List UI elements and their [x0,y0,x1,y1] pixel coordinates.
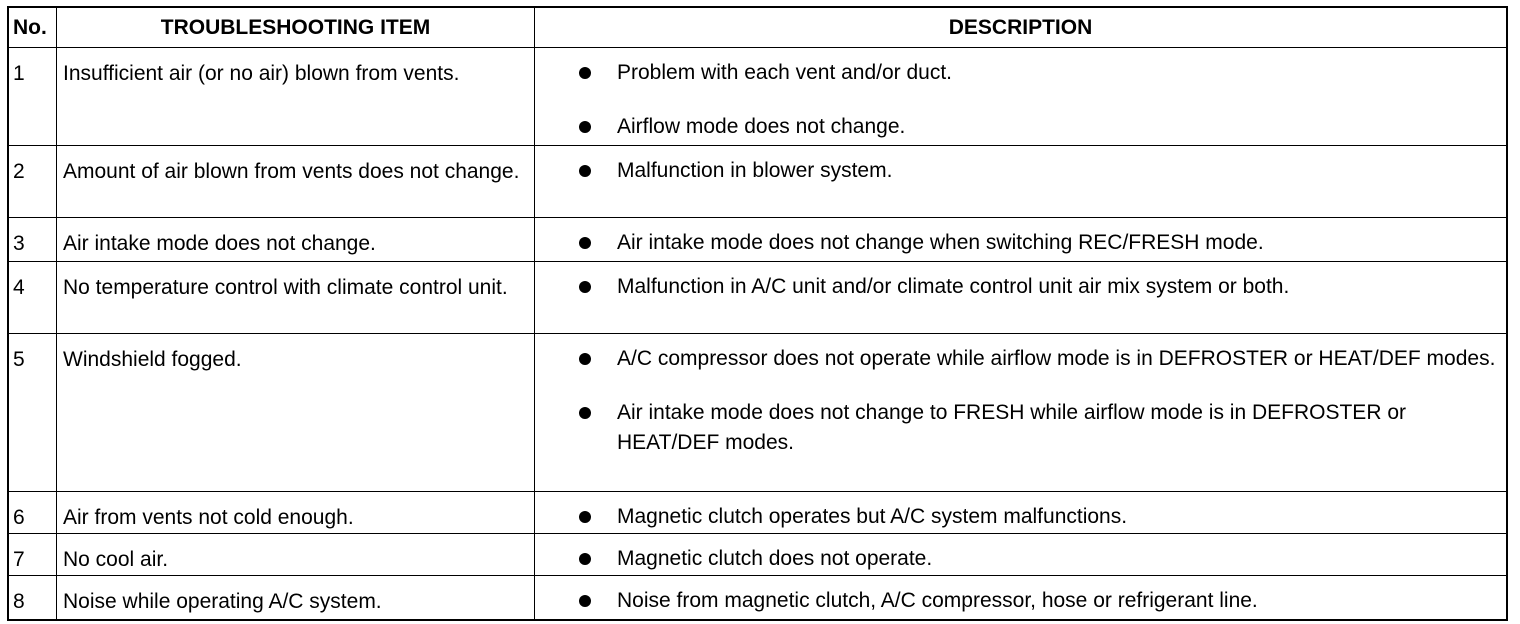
description-text: A/C compressor does not operate while airflow mode is in DEFROSTER or HEAT/DEF modes. [617,347,1496,370]
description-text: Air intake mode does not change to FRESH while airflow mode is in DEFROSTER or HEAT/DEF modes. [617,401,1406,454]
troubleshooting-item: Air from vents not cold enough. [57,492,535,534]
description-cell [535,534,1507,576]
row-number: 1 [9,48,57,146]
description-text: Noise from magnetic clutch, A/C compressor, hose or refrigerant line. [617,589,1258,612]
bullet-icon [579,407,591,419]
troubleshooting-item: Noise while operating A/C system. [57,576,535,620]
row-number: 8 [9,576,57,620]
description-cell [535,48,1507,146]
description-text: Malfunction in A/C unit and/or climate control unit air mix system or both. [617,275,1290,298]
row-number: 4 [9,262,57,334]
description-item [579,344,1500,374]
description-item [579,112,1500,142]
table-row [9,262,1507,334]
row-number: 5 [9,334,57,492]
description-item [579,586,1500,616]
bullet-icon [579,121,591,133]
troubleshooting-item: Windshield fogged. [57,334,535,492]
troubleshooting-item: Insufficient air (or no air) blown from vents. [57,48,535,146]
header-description: DESCRIPTION [535,8,1507,48]
description-item [579,544,1500,574]
description-text: Malfunction in blower system. [617,159,893,182]
table-row [9,218,1507,262]
bullet-icon [579,67,591,79]
description-list [579,586,1500,616]
description-item [579,228,1500,258]
table-row [9,576,1507,620]
table-row [9,492,1507,534]
description-cell [535,576,1507,620]
description-list [579,156,1500,186]
description-cell [535,492,1507,534]
description-text: Magnetic clutch does not operate. [617,547,933,570]
description-cell [535,146,1507,218]
table-row [9,48,1507,146]
bullet-icon [579,281,591,293]
table-row [9,334,1507,492]
description-list [579,228,1500,258]
description-text: Airflow mode does not change. [617,115,906,138]
description-cell [535,262,1507,334]
description-item [579,58,1500,88]
description-item [579,272,1500,302]
header-troubleshooting-item: TROUBLESHOOTING ITEM [57,8,535,48]
bullet-icon [579,553,591,565]
description-text: Problem with each vent and/or duct. [617,61,953,84]
troubleshooting-item: Amount of air blown from vents does not change. [57,146,535,218]
header-row [9,8,1507,48]
table-row [9,534,1507,576]
row-number: 2 [9,146,57,218]
description-list [579,58,1500,142]
row-number: 3 [9,218,57,262]
troubleshooting-table-container [8,7,1507,620]
description-list [579,344,1500,458]
description-list [579,544,1500,574]
description-cell [535,218,1507,262]
description-list [579,502,1500,532]
troubleshooting-item: Air intake mode does not change. [57,218,535,262]
troubleshooting-item: No temperature control with climate control unit. [57,262,535,334]
description-item [579,156,1500,186]
row-number: 6 [9,492,57,534]
header-no: No. [9,8,57,48]
description-item [579,398,1500,458]
bullet-icon [579,353,591,365]
description-cell [535,334,1507,492]
row-number: 7 [9,534,57,576]
bullet-icon [579,237,591,249]
troubleshooting-table [8,7,1507,620]
description-item [579,502,1500,532]
table-row [9,146,1507,218]
description-text: Magnetic clutch operates but A/C system malfunctions. [617,505,1128,528]
troubleshooting-item: No cool air. [57,534,535,576]
description-list [579,272,1500,302]
description-text: Air intake mode does not change when switching REC/FRESH mode. [617,231,1264,254]
bullet-icon [579,511,591,523]
bullet-icon [579,165,591,177]
bullet-icon [579,595,591,607]
